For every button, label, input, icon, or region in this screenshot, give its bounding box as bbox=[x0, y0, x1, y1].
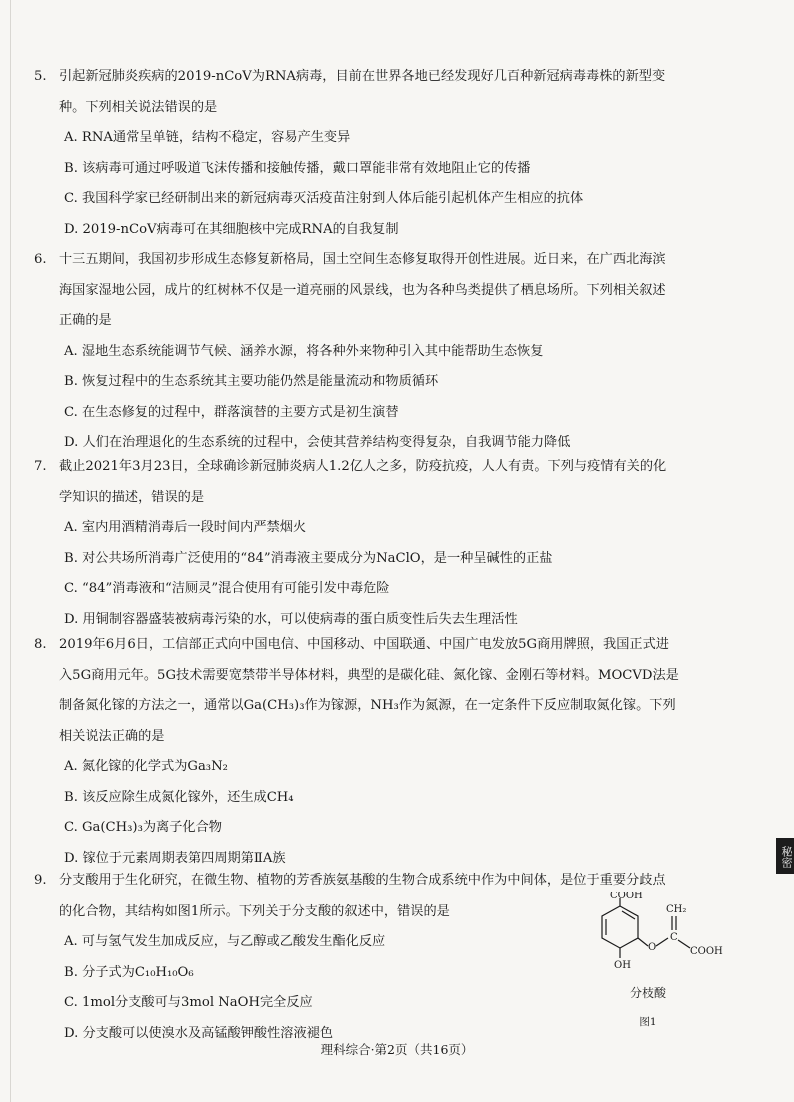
question-stem: 入5G商用元年。5G技术需要宽禁带半导体材料，典型的是碳化硅、氮化镓、金刚石等材料。MOCVD法是 bbox=[59, 667, 679, 683]
question-stem: 相关说法正确的是 bbox=[59, 728, 165, 744]
option-a: A. 可与氢气发生加成反应，与乙醇或乙酸发生酯化反应 bbox=[64, 934, 386, 949]
option-d: D. 用铜制容器盛装被病毒污染的水，可以使病毒的蛋白质变性后失去生理活性 bbox=[64, 611, 518, 627]
question-8 bbox=[34, 630, 760, 874]
question-stem: 种。下列相关说法错误的是 bbox=[59, 99, 218, 115]
question-number: 5. bbox=[34, 69, 47, 84]
option-b: B. 分子式为C₁₀H₁₀O₆ bbox=[64, 964, 194, 980]
page-footer: 理科综合·第2页（共16页） bbox=[320, 1042, 474, 1057]
question-stem: 学知识的描述，错误的是 bbox=[59, 489, 205, 505]
question-stem: 6. 十三五期间，我国初步形成生态修复新格局，国土空间生态修复取得开创性进展。近日来，在广西北海滨 bbox=[34, 245, 760, 276]
question-number: 7. bbox=[34, 459, 47, 474]
question-5 bbox=[34, 62, 760, 245]
option-c: C. 在生态修复的过程中，群落演替的主要方式是初生演替 bbox=[64, 404, 399, 420]
option-b: B. 该病毒可通过呼吸道飞沫传播和接触传播，戴口罩能非常有效地阻止它的传播 bbox=[64, 160, 531, 176]
option-a: A. 湿地生态系统能调节气候、涵养水源，将各种外来物种引入其中能帮助生态恢复 bbox=[64, 343, 544, 359]
question-stem: 正确的是 bbox=[59, 313, 112, 328]
question-stem: 制备氮化镓的方法之一，通常以Ga(CH₃)₃作为镓源，NH₃作为氮源，在一定条件下反应制取氮化镓。下列 bbox=[59, 698, 676, 713]
question-stem: 8. 2019年6月6日，工信部正式向中国电信、中国移动、中国联通、中国广电发放5G商用牌照，我国正式进 bbox=[34, 630, 760, 661]
option-c: C. 我国科学家已经研制出来的新冠病毒灭活疫苗注射到人体后能引起机体产生相应的抗体 bbox=[64, 191, 584, 206]
oh-label: OH bbox=[614, 960, 631, 971]
carbon-label: C bbox=[670, 932, 678, 943]
question-stem: 7. 截止2021年3月23日，全球确诊新冠肺炎病人1.2亿人之多，防疫抗疫，人人有责。下列与疫情有关的化 bbox=[34, 452, 760, 483]
option-a: A. 室内用酒精消毒后一段时间内严禁烟火 bbox=[64, 520, 307, 535]
compound-name: 分枝酸 bbox=[629, 986, 666, 1000]
question-number: 8. bbox=[34, 637, 47, 652]
option-c: C. “84”消毒液和“洁厕灵”混合使用有可能引发中毒危险 bbox=[64, 581, 390, 596]
structure-diagram bbox=[598, 892, 748, 982]
question-stem: 9. 分支酸用于生化研究，在微生物、植物的芳香族氨基酸的生物合成系统中作为中间体，是位于重要分歧点 bbox=[34, 866, 760, 897]
scan-edge bbox=[10, 0, 11, 1102]
option-c: C. Ga(CH₃)₃为离子化合物 bbox=[64, 820, 222, 835]
option-b: B. 对公共场所消毒广泛使用的“84”消毒液主要成分为NaClO，是一种呈碱性的正盐 bbox=[64, 550, 553, 566]
secret-tab: 秘密 bbox=[776, 838, 794, 874]
question-number: 6. bbox=[34, 252, 47, 267]
question-stem: 5. 引起新冠肺炎疾病的2019-nCoV为RNA病毒，目前在世界各地已经发现好几百种新冠病毒毒株的新型变 bbox=[34, 62, 760, 93]
option-d: D. 镓位于元素周期表第四周期第ⅡA族 bbox=[64, 850, 286, 866]
ether-o-label: O bbox=[648, 942, 657, 953]
option-d: D. 分支酸可以使溴水及高锰酸钾酸性溶液褪色 bbox=[64, 1025, 334, 1041]
cooh-top-label: COOH bbox=[610, 892, 643, 901]
ch2-label: CH₂ bbox=[666, 904, 687, 915]
question-6 bbox=[34, 245, 760, 459]
cooh-right-label: COOH bbox=[690, 946, 723, 957]
option-a: A. 氮化镓的化学式为Ga₃N₂ bbox=[64, 759, 228, 774]
chorismic-acid-figure bbox=[598, 892, 748, 1032]
option-d: D. 人们在治理退化的生态系统的过程中，会使其营养结构变得复杂，自我调节能力降低 bbox=[64, 435, 571, 450]
figure-caption: 图1 bbox=[639, 1016, 657, 1028]
question-number: 9. bbox=[34, 873, 47, 888]
option-c: C. 1mol分支酸可与3mol NaOH完全反应 bbox=[64, 995, 313, 1010]
question-7 bbox=[34, 452, 760, 635]
option-b: B. 恢复过程中的生态系统其主要功能仍然是能量流动和物质循环 bbox=[64, 374, 439, 389]
option-d: D. 2019-nCoV病毒可在其细胞核中完成RNA的自我复制 bbox=[64, 221, 399, 237]
question-stem: 海国家湿地公园，成片的红树林不仅是一道亮丽的风景线，也为各种鸟类提供了栖息场所。下列相关叙述 bbox=[59, 282, 666, 298]
option-b: B. 该反应除生成氮化镓外，还生成CH₄ bbox=[64, 789, 294, 805]
option-a: A. RNA通常呈单链，结构不稳定，容易产生变异 bbox=[64, 130, 351, 145]
question-stem: 的化合物，其结构如图1所示。下列关于分支酸的叙述中，错误的是 bbox=[59, 903, 450, 919]
